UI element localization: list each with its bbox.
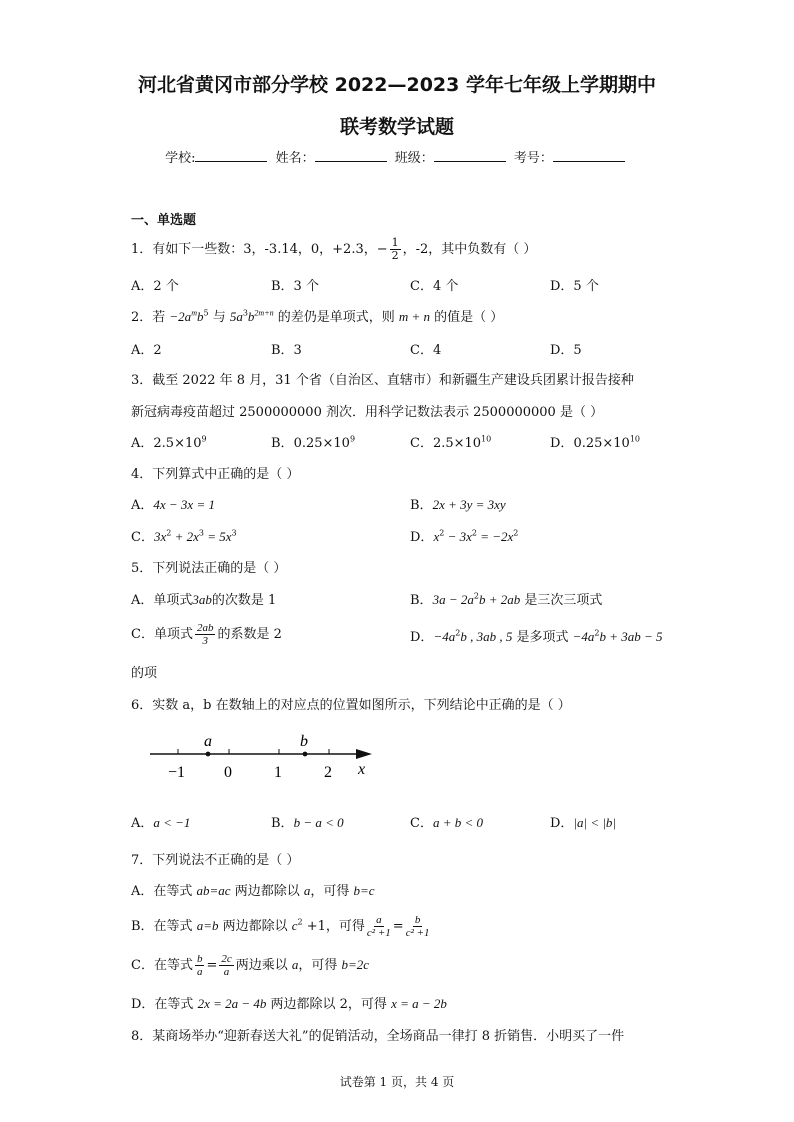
- q3-option-d[interactable]: [550, 432, 640, 451]
- q5-d-sup1: 2: [455, 628, 461, 638]
- axis-arrow-icon: [356, 749, 372, 759]
- q7-a-mid: 两边都除以: [230, 884, 304, 899]
- q4-d-label: D．: [410, 530, 434, 545]
- number-blank[interactable]: [553, 149, 625, 162]
- q3-option-b[interactable]: [271, 432, 355, 451]
- q7-b-e2b: +1: [302, 919, 326, 934]
- q4-a-expr: 4x − 3x = 1: [153, 497, 215, 512]
- q1-fraction: [390, 237, 401, 262]
- q7-a-mid2: ，可得: [310, 884, 354, 899]
- q5-a-pre: A．单项式: [131, 593, 193, 608]
- q7-c-e2: b=2c: [341, 957, 370, 972]
- question-5-stem: 5．下列说法正确的是（ ）: [131, 561, 287, 576]
- question-2-stem: [131, 306, 503, 325]
- q2-option-c[interactable]: C．4: [410, 343, 442, 358]
- q5-option-b[interactable]: [410, 589, 602, 608]
- q7-b-sup: 2: [297, 917, 303, 927]
- q7-c-eq: =: [206, 958, 218, 973]
- q3-b-base: 0.25×10: [293, 436, 350, 451]
- question-7-stem: 7．下列说法不正确的是（ ）: [131, 853, 300, 868]
- q7-c-frac2: [219, 953, 233, 978]
- q3-d-base: 0.25×10: [573, 436, 630, 451]
- q4-b-expr: 2x + 3y = 3xy: [432, 497, 506, 512]
- q4-c-a: 3x: [153, 529, 167, 544]
- number-label: 考号：: [513, 151, 553, 166]
- q5-b-e2: b + 2ab: [478, 592, 521, 607]
- q7-b-f1n: a: [376, 914, 382, 926]
- class-blank[interactable]: [434, 149, 506, 162]
- q2-sup1: m: [191, 308, 197, 318]
- q5-b-pre: B．: [410, 593, 433, 608]
- q7-c-mid: 两边乘以: [235, 958, 292, 973]
- q7-b-frac1: [367, 914, 391, 939]
- q5-c-fraction: [195, 622, 216, 647]
- q6-option-a[interactable]: [131, 812, 190, 831]
- q7-b-pre: B．在等式: [131, 919, 197, 934]
- q6-option-c[interactable]: [410, 812, 483, 831]
- q7-option-b[interactable]: [131, 914, 432, 939]
- q5-option-c[interactable]: [131, 622, 282, 647]
- q5-a-post: 的次数是 1: [211, 593, 277, 608]
- q3-c-label: C．: [410, 436, 433, 451]
- q2-p3: 的差仍是单项式，则: [273, 310, 399, 325]
- question-1-stem: [131, 237, 536, 262]
- point-b-dot: [303, 752, 308, 757]
- q5-c-post: 的系数是 2: [217, 627, 282, 642]
- q6-d-label: D．: [550, 816, 574, 831]
- q3-option-c[interactable]: [410, 432, 491, 451]
- q4-option-b[interactable]: [410, 494, 506, 513]
- q6-option-d[interactable]: [550, 812, 616, 831]
- q7-c-f1d: a: [196, 966, 203, 978]
- q7-a-e3: b=c: [353, 883, 375, 898]
- q5-c-pre: C．单项式: [131, 627, 193, 642]
- tick-label-0: 0: [224, 764, 232, 781]
- q7-b-f2d: c² +1: [405, 927, 430, 939]
- school-label: 学校:: [165, 151, 196, 166]
- q7-option-a[interactable]: [131, 880, 375, 899]
- q4-option-d[interactable]: [410, 526, 518, 545]
- question-3-line1: 3．截至 2022 年 8 月，31 个省（自治区、直辖市）和新疆生产建设兵团累计报告接种: [131, 373, 634, 388]
- q4-d-b-sup: 2: [471, 528, 477, 538]
- q3-b-label: B．: [271, 436, 294, 451]
- question-3-line2: 新冠病毒疫苗超过 2500000000 剂次．用科学记数法表示 2500000000 是（ ）: [131, 405, 604, 420]
- q4-c-a-sup: 2: [166, 528, 172, 538]
- q1-option-b[interactable]: B．3 个: [271, 279, 319, 294]
- point-a-label: a: [204, 733, 212, 750]
- tick-label-1: 1: [274, 764, 282, 781]
- q6-b-label: B．: [271, 816, 294, 831]
- q7-b-frac2: [406, 914, 430, 939]
- q5-d-mid: 是多项式: [512, 630, 573, 645]
- q1-option-a[interactable]: A．2 个: [131, 279, 179, 294]
- q4-c-label: C．: [131, 530, 154, 545]
- q4-d-a: x: [433, 529, 440, 544]
- q3-a-exp: 9: [201, 434, 207, 444]
- q2-sup3: 3: [242, 308, 248, 318]
- q7-b-e1: a=b: [196, 918, 219, 933]
- q2-option-b[interactable]: B．3: [271, 343, 302, 358]
- q3-c-base: 2.5×10: [432, 436, 482, 451]
- question-4-stem: 4．下列算式中正确的是（ ）: [131, 467, 300, 482]
- q2-sup4: 2m+n: [254, 308, 274, 318]
- q5-option-d-tail: 的项: [131, 666, 158, 681]
- q7-a-e2: a: [303, 883, 311, 898]
- q6-a-label: A．: [131, 816, 154, 831]
- q7-option-c[interactable]: [131, 953, 369, 978]
- q1-text-after: ，-2，其中负数有（ ）: [402, 242, 537, 257]
- q4-c-b-sup: 3: [198, 528, 204, 538]
- q7-c-e1: a: [291, 957, 299, 972]
- q1-option-d[interactable]: D．5 个: [550, 279, 599, 294]
- q5-option-a[interactable]: [131, 589, 276, 608]
- q7-a-e1: ab=ac: [196, 883, 231, 898]
- q5-d-e3: −4a: [572, 629, 595, 644]
- q4-b-label: B．: [410, 498, 433, 513]
- q4-c-c: = 5x: [203, 529, 232, 544]
- q4-d-a-sup: 2: [439, 528, 445, 538]
- q6-option-b[interactable]: [271, 812, 344, 831]
- q2-p4: 的值是（ ）: [430, 310, 504, 325]
- q7-b-e2: c: [291, 918, 298, 933]
- number-line-figure: [140, 730, 390, 786]
- q7-b-mid: 两边都除以: [218, 919, 292, 934]
- q7-c-f2d: a: [223, 966, 230, 978]
- q4-d-b: − 3x: [444, 529, 472, 544]
- q3-b-exp: 9: [349, 434, 356, 444]
- q7-d-pre: D．在等式: [131, 997, 198, 1012]
- q6-c-label: C．: [410, 816, 433, 831]
- q1-text-before: 1．有如下一些数：3，-3.14，0，+2.3，−: [131, 242, 388, 257]
- q3-a-label: A．: [131, 436, 154, 451]
- point-a-dot: [206, 752, 211, 757]
- class-label: 班级：: [394, 151, 434, 166]
- q2-p2: 与: [208, 310, 230, 325]
- tick-label-neg1: −1: [168, 764, 186, 781]
- q1-option-c[interactable]: C．4 个: [410, 279, 459, 294]
- name-label: 姓名：: [275, 151, 315, 166]
- q2-term2: b: [196, 309, 204, 324]
- name-blank[interactable]: [315, 149, 387, 162]
- q7-option-d[interactable]: [131, 993, 447, 1012]
- q5-c-den: 3: [202, 635, 208, 647]
- q5-b-e1: 3a − 2a: [432, 592, 474, 607]
- q2-term5: m + n: [398, 309, 431, 324]
- q7-b-mid2: ，可得: [325, 919, 365, 934]
- q7-d-e2: x = a − 2b: [391, 996, 447, 1011]
- q3-d-exp: 10: [629, 434, 641, 444]
- q5-d-sup3: 2: [594, 628, 600, 638]
- q6-b-expr: b − a < 0: [293, 815, 344, 830]
- q5-d-pre: D．: [410, 630, 434, 645]
- q6-a-expr: a < −1: [153, 815, 191, 830]
- q3-a-base: 2.5×10: [153, 436, 202, 451]
- question-6-stem: 6．实数 a，b 在数轴上的对应点的位置如图所示，下列结论中正确的是（ ）: [131, 698, 571, 713]
- q3-option-a[interactable]: [131, 432, 207, 451]
- q1-frac-num: 1: [391, 236, 399, 249]
- q7-c-mid2: ，可得: [298, 958, 342, 973]
- q2-sup2: 5: [203, 308, 209, 318]
- q4-d-c: = −2x: [476, 529, 514, 544]
- tick-label-2: 2: [324, 764, 332, 781]
- q6-d-expr: |a| < |b|: [573, 815, 617, 830]
- q1-frac-den: 2: [391, 249, 399, 262]
- q4-d-c-sup: 2: [513, 528, 519, 538]
- q5-d-e1: −4a: [433, 629, 456, 644]
- school-blank[interactable]: [195, 149, 267, 162]
- question-8-line1: 8．某商场举办“迎新春送大礼”的促销活动，全场商品一律打 8 折销售．小明买了一件: [131, 1029, 625, 1044]
- q2-option-a[interactable]: A．2: [131, 343, 162, 358]
- q7-d-e1: 2x = 2a − 4b: [197, 996, 267, 1011]
- q7-c-f2n: 2c: [221, 953, 232, 965]
- q2-term4: b: [247, 309, 255, 324]
- point-b-label: b: [300, 733, 308, 750]
- q4-c-c-sup: 3: [231, 528, 237, 538]
- q2-p1: 2．若: [131, 310, 170, 325]
- q7-b-eq: =: [392, 919, 404, 934]
- q2-term1: −2a: [169, 309, 192, 324]
- q5-c-num: 2ab: [196, 622, 214, 634]
- q6-c-expr: a + b < 0: [432, 815, 483, 830]
- q7-b-f2n: b: [414, 914, 421, 926]
- q5-option-d[interactable]: [410, 626, 663, 645]
- exam-title-line2: 联考数学试题: [339, 116, 454, 138]
- q4-a-label: A．: [131, 498, 154, 513]
- q5-d-e2: b , 3ab , 5: [460, 629, 513, 644]
- q2-option-d[interactable]: D．5: [550, 343, 582, 358]
- q4-option-a[interactable]: [131, 494, 215, 513]
- q3-c-exp: 10: [481, 434, 492, 444]
- page-footer: 试卷第 1 页，共 4 页: [339, 1075, 455, 1089]
- q2-term3: 5a: [229, 309, 243, 324]
- axis-x-label: x: [358, 761, 366, 778]
- q7-a-pre: A．在等式: [131, 884, 197, 899]
- q4-option-c[interactable]: [131, 526, 237, 545]
- section-title: 一、单选题: [131, 213, 197, 228]
- q7-c-frac1: [195, 953, 205, 978]
- q4-c-b: + 2x: [171, 529, 199, 544]
- q7-b-f1d: c² +1: [366, 927, 391, 939]
- q5-a-expr: 3ab: [192, 592, 212, 607]
- q7-c-pre: C．在等式: [131, 958, 193, 973]
- q5-d-e4: b + 3ab − 5: [599, 629, 663, 644]
- student-info-row: [0, 147, 794, 166]
- q7-c-f1n: b: [196, 953, 203, 965]
- q7-d-mid: 两边都除以 2，可得: [266, 997, 392, 1012]
- q5-b-sup1: 2: [473, 591, 479, 601]
- exam-title-line1: 河北省黄冈市部分学校 2022—2023 学年七年级上学期期中: [138, 74, 656, 96]
- q3-d-label: D．: [550, 436, 574, 451]
- q5-b-post: 是三次三项式: [520, 593, 603, 608]
